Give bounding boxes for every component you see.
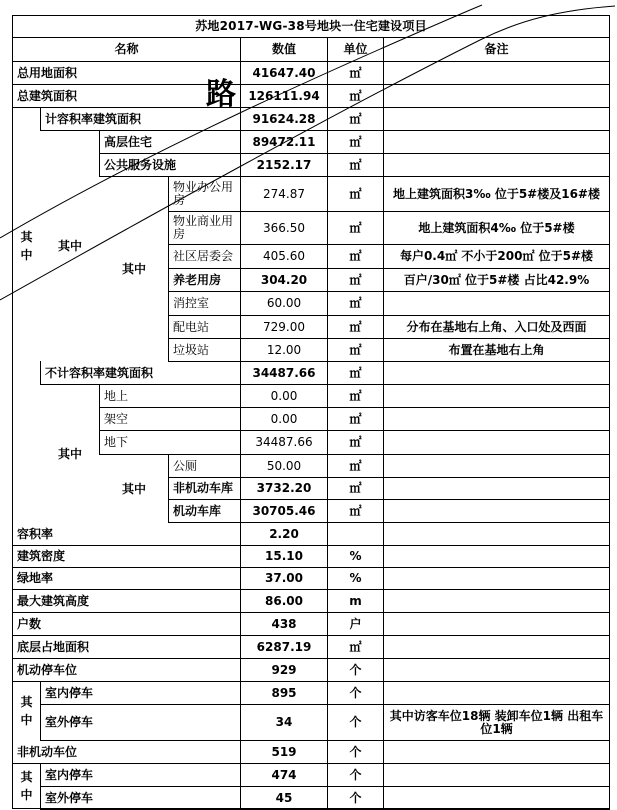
row-unit: 个 <box>349 767 362 782</box>
row-unit: 户 <box>349 616 362 631</box>
table-border-right <box>609 15 610 809</box>
row-unit: ㎡ <box>349 481 362 495</box>
row-unit: 个 <box>349 662 362 677</box>
row-name: 户数 <box>17 616 42 631</box>
row-unit: 个 <box>349 744 362 759</box>
group-label-text: 其中 <box>57 446 82 461</box>
group-label-text: 其 <box>20 695 33 709</box>
row-value: 15.10 <box>265 549 303 563</box>
row-value: 91624.28 <box>252 111 316 126</box>
row-note: 布置在基地右上角 <box>448 342 545 357</box>
row-unit: ㎡ <box>349 272 362 287</box>
row-note: 百户/30㎡ 位于5#楼 占比42.9% <box>403 272 590 287</box>
row-unit: ㎡ <box>349 296 362 310</box>
overlay-road-label: 路 <box>206 77 236 112</box>
row-note <box>384 154 609 176</box>
row-name: 总建筑面积 <box>17 88 78 103</box>
row-note <box>384 62 609 84</box>
row-name: 不计容积率建筑面积 <box>45 365 154 380</box>
row-note <box>384 431 609 454</box>
group-label-text: 中 <box>20 713 33 727</box>
row-value: 126111.94 <box>248 88 320 103</box>
row-note: 地上建筑面积3‰ 位于5#楼及16#楼 <box>393 186 600 201</box>
group-label-text: 中 <box>20 788 33 802</box>
row-unit: 个 <box>349 790 362 805</box>
row-note <box>384 764 609 786</box>
row-note: 每户0.4㎡ 不小于200㎡ 位于5#楼 <box>399 249 594 263</box>
column-header-name: 名称 <box>114 42 139 56</box>
row-value: 0.00 <box>270 388 298 403</box>
row-name: 物业商业用房 <box>173 214 234 241</box>
row-name: 机动车库 <box>173 503 222 518</box>
group-label-text: 其 <box>20 770 33 784</box>
row-name: 地上 <box>104 388 129 403</box>
row-unit: ㎡ <box>349 458 362 473</box>
row-unit: ㎡ <box>349 88 362 103</box>
row-value: 2.20 <box>269 526 299 541</box>
group-label-qizhong <box>41 385 99 522</box>
group-label-text: 其中 <box>57 239 82 253</box>
group-label-text: 其 <box>20 230 33 244</box>
row-name: 养老用房 <box>173 272 222 287</box>
group-label-qizhong <box>13 682 40 740</box>
row-name: 最大建筑高度 <box>17 593 90 608</box>
row-value: 37.00 <box>265 571 303 585</box>
group-label-text: 中 <box>20 248 33 262</box>
row-unit: ㎡ <box>349 186 362 201</box>
row-unit: ㎡ <box>349 503 362 518</box>
row-name: 配电站 <box>173 319 210 334</box>
row-unit: ㎡ <box>349 639 362 654</box>
row-unit: % <box>349 571 362 585</box>
row-name: 公共服务设施 <box>104 157 177 172</box>
row-unit: ㎡ <box>349 388 362 403</box>
row-value: 304.20 <box>260 272 308 287</box>
row-note <box>384 408 609 430</box>
column-header-unit: 单位 <box>343 42 368 56</box>
group-label-text: 其中 <box>121 481 146 496</box>
row-value: 41647.40 <box>252 65 316 80</box>
row-unit: ㎡ <box>349 342 362 357</box>
row-value: 89472.11 <box>252 134 316 149</box>
row-name: 底层占地面积 <box>17 639 90 654</box>
row-name: 高层住宅 <box>104 134 153 149</box>
row-value: 438 <box>271 616 297 631</box>
group-label-text: 其中 <box>121 262 146 276</box>
row-note <box>384 108 609 130</box>
row-note <box>384 568 609 589</box>
row-note: 地上建筑面积4‰ 位于5#楼 <box>418 220 575 235</box>
row-unit: 个 <box>349 685 362 700</box>
row-note <box>384 787 609 809</box>
row-value: 895 <box>271 685 297 700</box>
row-value: 30705.46 <box>252 503 316 518</box>
group-label-qizhong <box>13 764 40 808</box>
group-label-qizhong <box>100 177 168 361</box>
row-note <box>384 292 609 315</box>
group-label-qizhong <box>100 455 168 522</box>
row-name: 总用地面积 <box>17 65 78 80</box>
row-name: 非机动车库 <box>173 481 234 495</box>
row-name: 室内停车 <box>45 767 94 782</box>
row-value: 274.87 <box>263 186 305 201</box>
table-title: 苏地2017-WG-38号地块一住宅建设项目 <box>195 19 427 33</box>
row-unit: ㎡ <box>349 319 362 334</box>
row-name: 消控室 <box>173 296 210 310</box>
row-note <box>384 682 609 704</box>
row-note <box>384 131 609 153</box>
row-name: 计容积率建筑面积 <box>45 111 142 126</box>
row-value: 34487.66 <box>255 435 313 449</box>
row-name: 室外停车 <box>45 715 94 729</box>
row-unit: ㎡ <box>349 220 362 235</box>
row-value: 50.00 <box>266 458 302 473</box>
row-value: 12.00 <box>266 342 302 357</box>
row-note <box>384 546 609 567</box>
row-name: 物业办公用房 <box>173 180 234 207</box>
row-note <box>384 85 609 107</box>
row-unit: ㎡ <box>349 65 362 80</box>
row-note <box>384 613 609 635</box>
row-note <box>384 741 609 763</box>
row-unit: ㎡ <box>349 411 362 426</box>
group-label-qizhong <box>13 108 40 384</box>
row-name: 容积率 <box>17 526 54 541</box>
row-unit <box>328 523 383 545</box>
row-value: 45 <box>275 790 293 805</box>
row-unit: ㎡ <box>349 249 362 263</box>
row-value: 729.00 <box>263 319 305 334</box>
row-note <box>384 590 609 612</box>
row-note <box>384 500 609 522</box>
row-value: 519 <box>271 744 297 759</box>
column-header-value: 数值 <box>271 42 296 56</box>
row-note <box>384 523 609 545</box>
row-value: 474 <box>271 767 297 782</box>
row-value: 366.50 <box>263 220 305 235</box>
row-note <box>384 478 609 499</box>
row-name: 绿地率 <box>17 571 54 585</box>
row-value: 929 <box>271 662 297 677</box>
row-name: 公厕 <box>173 458 198 473</box>
row-note: 分布在基地右上角、入口处及西面 <box>406 319 587 334</box>
row-note <box>384 385 609 407</box>
row-unit: % <box>349 549 362 563</box>
row-name: 机动停车位 <box>17 662 78 677</box>
row-name: 地下 <box>104 435 129 449</box>
row-value: 34487.66 <box>252 365 316 380</box>
row-name: 室外停车 <box>45 790 94 805</box>
row-unit: m <box>349 593 362 608</box>
row-value: 6287.19 <box>256 639 312 654</box>
row-value: 405.60 <box>263 249 305 263</box>
row-note <box>384 636 609 658</box>
row-value: 60.00 <box>266 296 302 310</box>
row-value: 0.00 <box>270 411 298 426</box>
column-header-note: 备注 <box>484 42 509 56</box>
group-label-qizhong <box>41 131 99 361</box>
row-name: 架空 <box>104 411 129 426</box>
row-unit: ㎡ <box>349 111 362 126</box>
row-unit: 个 <box>349 715 362 729</box>
row-note <box>384 362 609 384</box>
row-name: 建筑密度 <box>17 549 66 563</box>
row-name: 垃圾站 <box>173 342 210 357</box>
row-name: 社区居委会 <box>173 249 234 263</box>
row-unit: ㎡ <box>349 435 362 449</box>
row-unit: ㎡ <box>349 157 362 172</box>
row-value: 34 <box>275 715 293 729</box>
row-note: 其中访客车位18辆 装卸车位1辆 出租车位1辆 <box>389 708 604 736</box>
row-unit: ㎡ <box>349 134 362 149</box>
row-name: 室内停车 <box>45 685 94 700</box>
row-value: 2152.17 <box>256 157 312 172</box>
row-value: 86.00 <box>265 593 303 608</box>
row-note <box>384 659 609 681</box>
row-name: 非机动车位 <box>17 744 78 759</box>
row-value: 3732.20 <box>256 481 312 495</box>
row-unit: ㎡ <box>349 365 362 380</box>
row-note <box>384 455 609 477</box>
